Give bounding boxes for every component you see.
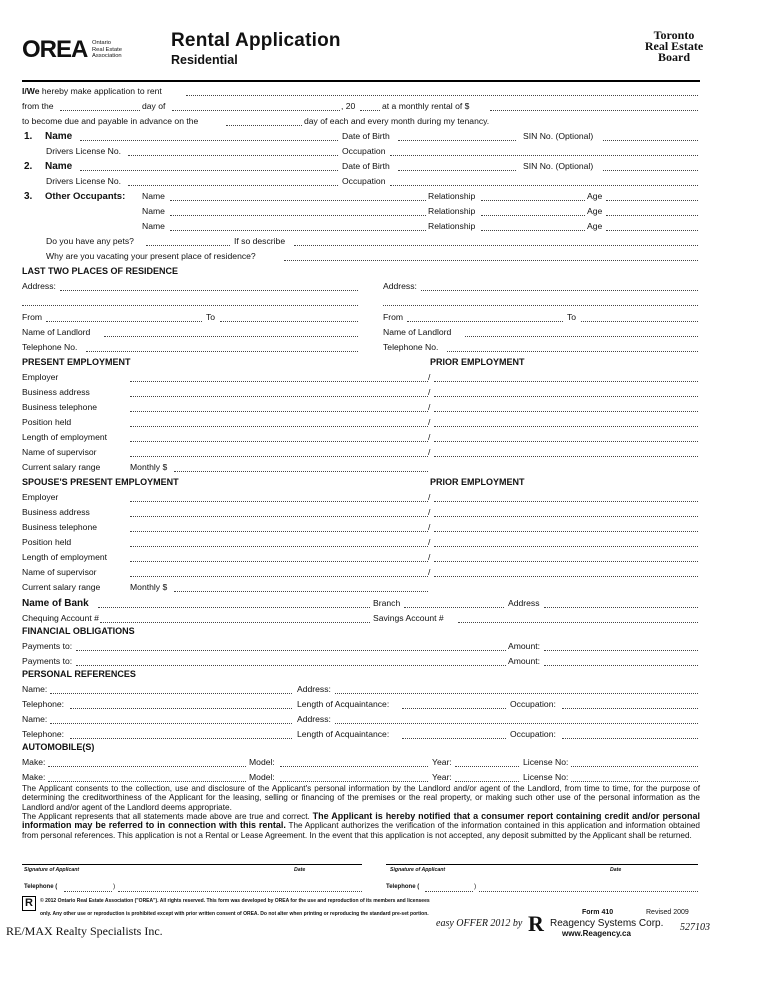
auto-1-license-label: License No: [523,757,569,767]
reference-2-telephone-field[interactable] [70,729,292,739]
telephone-1-number-field[interactable] [118,882,362,892]
spouse-employment-field-label: Employer [22,492,59,502]
copyright-line-1: © 2012 Ontario Real Estate Association ("OREA"). All rights reserved. This form was developed by OREA for the use and reproduction of its members and licensees [40,898,430,904]
auto-1-make-label: Make: [22,757,46,767]
spouse-employment-present-field[interactable] [130,552,431,562]
employment-field-label: Position held [22,417,72,427]
occupant-1-age-label: Age [587,191,603,201]
employment-field-label: Name of supervisor [22,447,97,457]
applicant-1-name-field[interactable] [80,131,338,141]
signature-2-label: Signature of Applicant [390,867,446,873]
spouse-prior-employment-heading: PRIOR EMPLOYMENT [430,477,525,487]
signature-1-line[interactable] [22,864,362,865]
spouse-employment-prior-field[interactable] [434,537,698,547]
branch-field[interactable] [404,598,504,608]
due-day-field[interactable] [226,116,302,126]
residence-2-address-label: Address: [383,281,417,291]
telephone-2-close: ) [474,883,477,890]
spouse-salary-label: Current salary range [22,582,101,592]
chequing-label: Chequing Account # [22,613,99,623]
orea-logo-text: OREA [22,36,88,63]
employment-prior-field[interactable] [434,387,698,397]
employment-field-label: Business telephone [22,402,98,412]
realtor-r-icon: R [22,896,36,911]
payments-2-field[interactable] [76,656,506,666]
residence-1-from-label: From [22,312,43,322]
spouse-employment-present-field[interactable] [130,537,431,547]
reference-1-address-field[interactable] [335,684,698,694]
employment-prior-field[interactable] [434,432,698,442]
residence-2-landlord-label: Name of Landlord [383,327,452,337]
revised-date: Revised 2009 [646,909,689,916]
bank-address-field[interactable] [544,598,698,608]
spouse-employment-prior-field[interactable] [434,492,698,502]
signature-2-line[interactable] [386,864,698,865]
residence-1-landlord-field[interactable] [104,327,358,337]
pets-field[interactable] [146,236,230,246]
spouse-employment-prior-field[interactable] [434,507,698,517]
telephone-1-label: Telephone ( [24,884,58,890]
pets-describe-label: If so describe [234,236,286,246]
rent-label: hereby make application to rent [41,86,162,96]
employment-present-field[interactable] [130,387,431,397]
present-employment-heading: PRESENT EMPLOYMENT [22,357,131,367]
residence-2-address-line-2[interactable] [383,296,698,306]
signature-1-date-label: Date [294,867,306,873]
employment-prior-field[interactable] [434,372,698,382]
orea-logo-sub [92,40,122,60]
telephone-1 [24,884,57,890]
applicant-2-sin-field[interactable] [603,161,698,171]
residence-1-address-field[interactable] [60,281,358,291]
day-of-label: day of [142,101,166,111]
amount-1-field[interactable] [544,641,698,651]
occupant-1-relationship-label: Relationship [428,191,476,201]
reagency-url: www.Reagency.ca [562,929,631,938]
form-code: 527103 [680,922,710,933]
intro-line-1 [22,86,162,97]
spouse-employment-present-field[interactable] [130,492,431,502]
savings-label: Savings Account # [373,613,444,623]
occupant-3-relationship-field[interactable] [481,221,585,231]
applicant-2-name-field[interactable] [80,161,338,171]
residence-1-to-label: To [206,312,216,322]
amount-1-label: Amount: [508,641,541,651]
monthly-rental-field[interactable] [490,101,698,111]
applicant-1-license-field[interactable] [128,146,338,156]
consumer-report-notice: The Applicant is hereby notified that a consumer report containing credit and/or personal information may be referred to in connection with this rental. [22,811,700,831]
salary-label: Current salary range [22,462,101,472]
reagency-name: Reagency Systems Corp. [550,918,664,929]
chequing-field[interactable] [100,613,370,623]
telephone-2-area-field[interactable] [425,882,473,892]
monthly-label: Monthly $ [130,462,168,472]
from-month-field[interactable] [172,101,340,111]
residence-2-from-field[interactable] [407,312,563,322]
employment-field-label: Length of employment [22,432,108,442]
employment-slash: / [428,372,431,382]
auto-2-year-label: Year: [432,772,452,782]
employment-prior-field[interactable] [434,447,698,457]
applicant-2-number: 2. [24,161,33,172]
employment-field-label: Business address [22,387,90,397]
reagency-r-logo: R [528,911,544,936]
page-subtitle: Residential [171,53,238,67]
residence-1-telephone-label: Telephone No. [22,342,78,352]
spouse-employment-present-field[interactable] [130,507,431,517]
occupant-3-name-label: Name [142,221,165,231]
reference-2-occupation-label: Occupation: [510,729,556,739]
from-label: from the [22,101,54,111]
orea-logo [22,36,87,64]
reference-1-telephone-label: Telephone: [22,699,65,709]
reference-1-name-field[interactable] [50,684,292,694]
residence-1-address-line-2[interactable] [22,296,358,306]
easyoffer-credit: easy OFFER 2012 by [436,918,523,929]
references-heading: PERSONAL REFERENCES [22,669,136,679]
header-rule [22,80,700,82]
spouse-employment-present-field[interactable] [130,567,431,577]
reference-1-length-field[interactable] [402,699,506,709]
telephone-2-label: Telephone ( [386,884,420,890]
residence-2-telephone-field[interactable] [447,342,698,352]
applicant-2-dob-label: Date of Birth [342,161,390,171]
spouse-employment-slash: / [428,552,431,562]
spouse-monthly-label: Monthly $ [130,582,168,592]
residence-1-telephone-field[interactable] [86,342,358,352]
occupant-1-relationship-field[interactable] [481,191,585,201]
signature-2-date-label: Date [610,867,622,873]
reference-2-name-field[interactable] [50,714,292,724]
residence-heading: LAST TWO PLACES OF RESIDENCE [22,266,179,276]
residence-2-from-label: From [383,312,404,322]
occupant-2-relationship-label: Relationship [428,206,476,216]
residence-1-to-field[interactable] [220,312,358,322]
residence-2-address-field[interactable] [421,281,698,291]
auto-2-license-label: License No: [523,772,569,782]
employment-slash: / [428,417,431,427]
applicant-1-occupation-field[interactable] [390,146,698,156]
year-label: , 20 [341,101,356,111]
board-line-3: Board [657,50,690,64]
occupant-1-age-field[interactable] [606,191,698,201]
residence-2-landlord-field[interactable] [465,327,698,337]
verification-text: The Applicant authorizes the verification of the information contained in this application and information obtained from personal references. This application is not a Rental or Lease Agreement. In the event that this application is not accepted, any deposit submitted by the Applicant shall be returned. [22,821,700,840]
consent-paragraph: The Applicant consents to the collection, use and disclosure of the Applicant's personal information by the Landlord and/or agent of the Landlord, from time to time, for the purpose of determining the creditworthiness of the Applicant for the leasing, selling or financing of the premises or the real property, or making such other use of the personal information as the Landlord and/or agent of the Landlord deems appropriate. [22,784,700,812]
applicant-1-number: 1. [24,131,33,142]
payments-1-field[interactable] [76,641,506,651]
spouse-employment-field-label: Name of supervisor [22,567,97,577]
representation-text: The Applicant represents that all statements made above are true and correct. [22,812,310,821]
auto-1-make-field[interactable] [48,757,246,767]
tenancy-label: day of each and every month during my tenancy. [304,116,490,126]
auto-2-year-field[interactable] [455,772,519,782]
applicant-1-name-label: Name [45,131,73,142]
spouse-employment-slash: / [428,507,431,517]
applicant-2-name-label: Name [45,161,73,172]
copyright-line-2: only. Any other use or reproduction is prohibited except with prior written consent of OREA. Do not alter when printing or reproducing the standard pre-set portion. [40,911,429,917]
reference-2-length-label: Length of Acquaintance: [297,729,390,739]
auto-2-make-field[interactable] [48,772,246,782]
year-field[interactable] [360,101,380,111]
occupant-3-age-field[interactable] [606,221,698,231]
employment-slash: / [428,447,431,457]
residence-2-to-label: To [567,312,577,322]
payments-1-label: Payments to: [22,641,73,651]
signature-1-label: Signature of Applicant [24,867,80,873]
applicant-2-license-field[interactable] [128,176,338,186]
salary-field[interactable] [174,462,428,472]
applicant-2-dob-field[interactable] [398,161,516,171]
spouse-employment-slash: / [428,537,431,547]
employment-present-field[interactable] [130,447,431,457]
board-name [640,30,708,63]
logo-sub-1: Ontario [92,40,112,46]
occupant-3-name-field[interactable] [170,221,426,231]
spouse-employment-heading: SPOUSE'S PRESENT EMPLOYMENT [22,477,179,487]
auto-1-model-field[interactable] [280,757,428,767]
reference-1-length-label: Length of Acquaintance: [297,699,390,709]
telephone-2 [386,884,419,890]
telephone-2-number-field[interactable] [479,882,698,892]
applicant-1-license-label: Drivers License No. [46,146,121,156]
from-day-field[interactable] [60,101,140,111]
other-occupants-label: Other Occupants: [45,191,126,202]
representation-paragraph [22,812,700,840]
occupant-1-name-field[interactable] [170,191,426,201]
occupant-2-relationship-field[interactable] [481,206,585,216]
spouse-employment-present-field[interactable] [130,522,431,532]
employment-slash: / [428,432,431,442]
auto-1-year-label: Year: [432,757,452,767]
spouse-employment-slash: / [428,492,431,502]
pets-label: Do you have any pets? [46,236,134,246]
vacating-field[interactable] [284,251,698,261]
reference-2-occupation-field[interactable] [562,729,698,739]
applicant-1-occupation-label: Occupation [342,146,386,156]
financial-heading: FINANCIAL OBLIGATIONS [22,626,135,636]
bank-name-field[interactable] [98,598,370,608]
brokerage-name: RE/MAX Realty Specialists Inc. [6,924,163,938]
spouse-employment-field-label: Position held [22,537,72,547]
spouse-employment-prior-field[interactable] [434,552,698,562]
iwe-label: I/We [22,86,40,96]
occupant-2-name-field[interactable] [170,206,426,216]
residence-1-address-label: Address: [22,281,56,291]
applicant-2-license-label: Drivers License No. [46,176,121,186]
occupant-2-name-label: Name [142,206,165,216]
amount-2-field[interactable] [544,656,698,666]
logo-sub-3: Association [92,53,122,60]
reference-2-telephone-label: Telephone: [22,729,65,739]
payments-2-label: Payments to: [22,656,73,666]
bank-name-label: Name of Bank [22,598,89,609]
reference-2-address-field[interactable] [335,714,698,724]
applicant-2-occupation-label: Occupation [342,176,386,186]
occupant-2-age-label: Age [587,206,603,216]
applicant-1-dob-label: Date of Birth [342,131,390,141]
rent-address-field[interactable] [186,86,698,96]
employment-field-label: Employer [22,372,59,382]
auto-2-license-field[interactable] [571,772,698,782]
employment-prior-field[interactable] [434,402,698,412]
spouse-salary-field[interactable] [174,582,428,592]
due-label: to become due and payable in advance on the [22,116,199,126]
residence-1-landlord-label: Name of Landlord [22,327,91,337]
occupant-1-name-label: Name [142,191,165,201]
auto-2-model-label: Model: [249,772,275,782]
telephone-1-close: ) [113,883,116,890]
auto-1-license-field[interactable] [571,757,698,767]
employment-slash: / [428,402,431,412]
prior-employment-heading: PRIOR EMPLOYMENT [430,357,525,367]
reference-1-occupation-label: Occupation: [510,699,556,709]
automobile-heading: AUTOMOBILE(S) [22,742,95,752]
applicant-1-sin-label: SIN No. (Optional) [523,131,594,141]
reference-1-telephone-field[interactable] [70,699,292,709]
reference-1-name-label: Name: [22,684,48,694]
auto-2-make-label: Make: [22,772,46,782]
residence-1-from-field[interactable] [46,312,202,322]
logo-sub-2: Real Estate [92,46,122,53]
page-title: Rental Application [171,30,341,51]
spouse-employment-field-label: Business telephone [22,522,98,532]
employment-present-field[interactable] [130,417,431,427]
occupant-3-age-label: Age [587,221,603,231]
reference-1-occupation-field[interactable] [562,699,698,709]
reference-2-address-label: Address: [297,714,331,724]
spouse-employment-field-label: Business address [22,507,90,517]
amount-2-label: Amount: [508,656,541,666]
employment-present-field[interactable] [130,402,431,412]
form-number: Form 410 [582,909,614,916]
applicant-1-sin-field[interactable] [603,131,698,141]
employment-present-field[interactable] [130,432,431,442]
spouse-employment-slash: / [428,522,431,532]
vacating-label: Why are you vacating your present place of residence? [46,251,256,261]
branch-label: Branch [373,598,401,608]
auto-1-year-field[interactable] [455,757,519,767]
applicant-2-sin-label: SIN No. (Optional) [523,161,594,171]
residence-2-to-field[interactable] [581,312,698,322]
savings-field[interactable] [458,613,698,623]
monthly-rental-label: at a monthly rental of $ [382,101,470,111]
employment-prior-field[interactable] [434,417,698,427]
employment-present-field[interactable] [130,372,431,382]
employment-slash: / [428,387,431,397]
applicant-1-dob-field[interactable] [398,131,516,141]
telephone-1-area-field[interactable] [64,882,112,892]
reference-2-name-label: Name: [22,714,48,724]
reference-2-length-field[interactable] [402,729,506,739]
spouse-employment-slash: / [428,567,431,577]
auto-2-model-field[interactable] [280,772,428,782]
pets-describe-field[interactable] [294,236,698,246]
applicant-2-occupation-field[interactable] [390,176,698,186]
reference-1-address-label: Address: [297,684,331,694]
spouse-employment-field-label: Length of employment [22,552,108,562]
board-line-1: Toronto [653,28,695,42]
occupant-3-relationship-label: Relationship [428,221,476,231]
auto-1-model-label: Model: [249,757,275,767]
spouse-employment-prior-field[interactable] [434,567,698,577]
occupant-2-age-field[interactable] [606,206,698,216]
board-line-2: Real Estate [644,39,704,53]
spouse-employment-prior-field[interactable] [434,522,698,532]
residence-2-telephone-label: Telephone No. [383,342,439,352]
occupants-number: 3. [24,191,33,202]
bank-address-label: Address [508,598,540,608]
